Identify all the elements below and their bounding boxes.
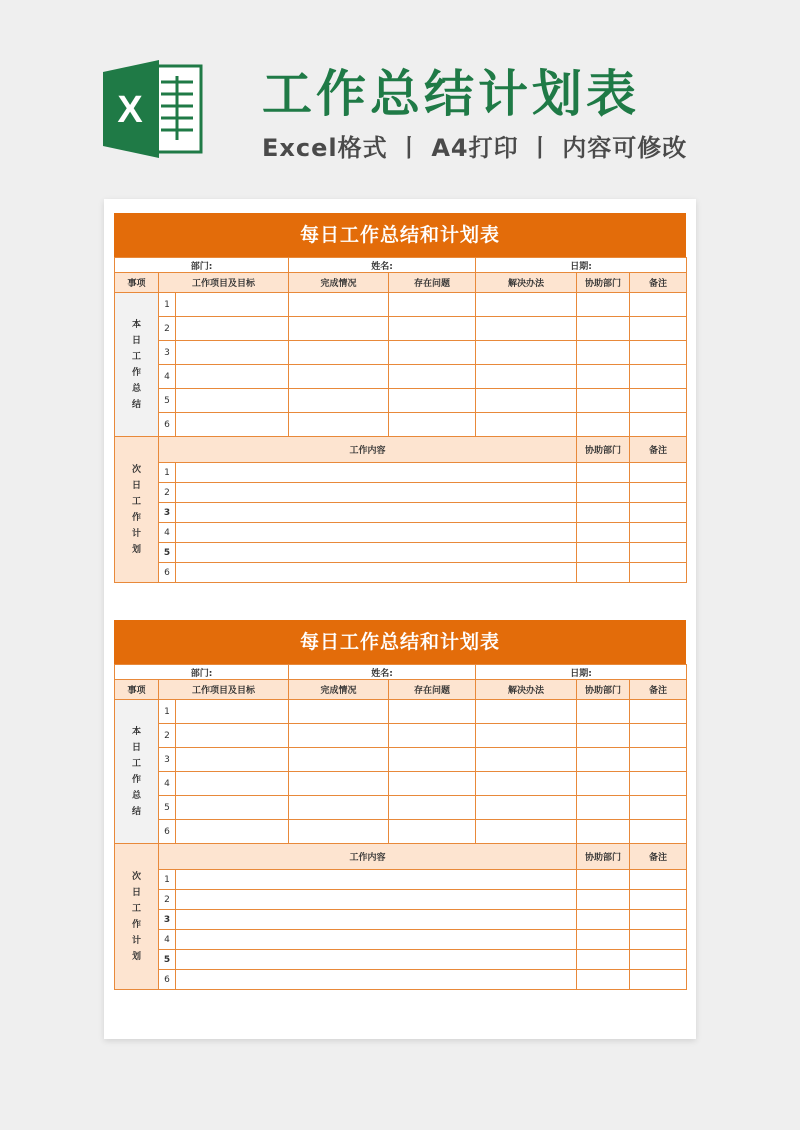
table-row <box>115 341 687 365</box>
cell-plan-assist[interactable] <box>577 970 630 990</box>
cell-status[interactable] <box>289 820 389 844</box>
col-plan-content: 工作内容 <box>159 437 577 463</box>
plan-row <box>115 483 687 503</box>
cell-remark[interactable] <box>630 341 687 365</box>
row-number: 3 <box>159 341 176 365</box>
col-assist: 协助部门 <box>577 273 630 293</box>
cell-plan-remark[interactable] <box>630 910 687 930</box>
form-title: 每日工作总结和计划表 <box>114 213 686 257</box>
row-number: 4 <box>159 930 176 950</box>
row-number: 6 <box>159 820 176 844</box>
form-table <box>114 257 687 583</box>
cell-project[interactable] <box>176 413 289 437</box>
table-row <box>115 748 687 772</box>
plan-row <box>115 463 687 483</box>
cell-status[interactable] <box>289 724 389 748</box>
logo-letter: X <box>117 89 143 131</box>
cell-assist[interactable] <box>577 389 630 413</box>
table-row <box>115 700 687 724</box>
cell-assist[interactable] <box>577 724 630 748</box>
paper-sheet <box>104 199 696 1039</box>
cell-plan-remark[interactable] <box>630 523 687 543</box>
col-assist: 协助部门 <box>577 680 630 700</box>
table-row <box>115 365 687 389</box>
row-number: 4 <box>159 772 176 796</box>
cell-plan-content[interactable] <box>176 463 577 483</box>
cell-plan-content[interactable] <box>176 910 577 930</box>
row-number: 2 <box>159 483 176 503</box>
cell-plan-content[interactable] <box>176 930 577 950</box>
plan-row <box>115 950 687 970</box>
col-solution: 解决办法 <box>476 273 577 293</box>
cell-plan-assist[interactable] <box>577 910 630 930</box>
cell-plan-assist[interactable] <box>577 870 630 890</box>
row-number: 1 <box>159 700 176 724</box>
plan-row <box>115 870 687 890</box>
page-title: 工作总结计划表 <box>262 65 640 123</box>
cell-project[interactable] <box>176 365 289 389</box>
plan-row <box>115 503 687 523</box>
cell-issues[interactable] <box>389 724 476 748</box>
cell-issues[interactable] <box>389 341 476 365</box>
cell-plan-remark[interactable] <box>630 950 687 970</box>
cell-solution[interactable] <box>476 820 577 844</box>
cell-assist[interactable] <box>577 700 630 724</box>
col-remark: 备注 <box>630 273 687 293</box>
row-number: 5 <box>159 389 176 413</box>
table-row <box>115 796 687 820</box>
name-field[interactable]: 姓名: <box>289 665 476 680</box>
cell-solution[interactable] <box>476 724 577 748</box>
cell-assist[interactable] <box>577 748 630 772</box>
row-number: 3 <box>159 503 176 523</box>
cell-remark[interactable] <box>630 820 687 844</box>
col-project: 工作项目及目标 <box>159 680 289 700</box>
row-number: 3 <box>159 910 176 930</box>
plan-row <box>115 910 687 930</box>
cell-assist[interactable] <box>577 365 630 389</box>
cell-assist[interactable] <box>577 317 630 341</box>
next-plan-label: 次日工作计划 <box>115 437 159 583</box>
col-item: 事项 <box>115 680 159 700</box>
cell-remark[interactable] <box>630 293 687 317</box>
cell-status[interactable] <box>289 389 389 413</box>
row-number: 5 <box>159 796 176 820</box>
plan-row <box>115 523 687 543</box>
form-title: 每日工作总结和计划表 <box>114 620 686 664</box>
cell-status[interactable] <box>289 772 389 796</box>
cell-status[interactable] <box>289 796 389 820</box>
daily-form-1 <box>114 213 686 583</box>
info-row <box>115 665 687 680</box>
row-number: 1 <box>159 870 176 890</box>
cell-issues[interactable] <box>389 389 476 413</box>
cell-solution[interactable] <box>476 772 577 796</box>
cell-plan-assist[interactable] <box>577 523 630 543</box>
table-row <box>115 317 687 341</box>
cell-project[interactable] <box>176 772 289 796</box>
row-number: 6 <box>159 413 176 437</box>
cell-remark[interactable] <box>630 772 687 796</box>
row-number: 2 <box>159 890 176 910</box>
cell-assist[interactable] <box>577 772 630 796</box>
cell-remark[interactable] <box>630 389 687 413</box>
cell-plan-assist[interactable] <box>577 930 630 950</box>
cell-project[interactable] <box>176 748 289 772</box>
cell-remark[interactable] <box>630 700 687 724</box>
cell-plan-assist[interactable] <box>577 463 630 483</box>
plan-header-row <box>115 437 687 463</box>
cell-plan-remark[interactable] <box>630 483 687 503</box>
cell-project[interactable] <box>176 341 289 365</box>
page-subtitle: Excel格式 丨 A4打印 丨 内容可修改 <box>262 134 688 162</box>
form-table <box>114 664 687 990</box>
dept-field[interactable]: 部门: <box>115 665 289 680</box>
row-number: 3 <box>159 748 176 772</box>
col-plan-assist: 协助部门 <box>577 437 630 463</box>
cell-project[interactable] <box>176 796 289 820</box>
cell-solution[interactable] <box>476 389 577 413</box>
row-number: 1 <box>159 463 176 483</box>
plan-row <box>115 890 687 910</box>
plan-row <box>115 563 687 583</box>
today-summary-label: 本日工作总结 <box>115 700 159 844</box>
cell-solution[interactable] <box>476 317 577 341</box>
cell-project[interactable] <box>176 293 289 317</box>
col-solution: 解决办法 <box>476 680 577 700</box>
cell-plan-assist[interactable] <box>577 950 630 970</box>
cell-project[interactable] <box>176 700 289 724</box>
table-row <box>115 389 687 413</box>
cell-solution[interactable] <box>476 293 577 317</box>
cell-project[interactable] <box>176 317 289 341</box>
cell-plan-content[interactable] <box>176 970 577 990</box>
row-number: 5 <box>159 543 176 563</box>
cell-plan-content[interactable] <box>176 543 577 563</box>
cell-issues[interactable] <box>389 293 476 317</box>
name-field[interactable]: 姓名: <box>289 258 476 273</box>
cell-assist[interactable] <box>577 293 630 317</box>
cell-issues[interactable] <box>389 772 476 796</box>
dept-field[interactable]: 部门: <box>115 258 289 273</box>
col-status: 完成情况 <box>289 273 389 293</box>
cell-issues[interactable] <box>389 796 476 820</box>
column-header-row <box>115 680 687 700</box>
cell-plan-remark[interactable] <box>630 970 687 990</box>
cell-plan-remark[interactable] <box>630 543 687 563</box>
cell-status[interactable] <box>289 413 389 437</box>
table-row <box>115 724 687 748</box>
today-summary-label: 本日工作总结 <box>115 293 159 437</box>
cell-plan-content[interactable] <box>176 870 577 890</box>
cell-remark[interactable] <box>630 796 687 820</box>
row-number: 2 <box>159 724 176 748</box>
row-number: 5 <box>159 950 176 970</box>
cell-remark[interactable] <box>630 724 687 748</box>
plan-row <box>115 970 687 990</box>
cell-plan-remark[interactable] <box>630 890 687 910</box>
cell-issues[interactable] <box>389 317 476 341</box>
cell-status[interactable] <box>289 317 389 341</box>
cell-issues[interactable] <box>389 413 476 437</box>
cell-remark[interactable] <box>630 748 687 772</box>
cell-plan-assist[interactable] <box>577 483 630 503</box>
cell-plan-content[interactable] <box>176 950 577 970</box>
cell-issues[interactable] <box>389 700 476 724</box>
cell-project[interactable] <box>176 820 289 844</box>
table-row <box>115 772 687 796</box>
cell-status[interactable] <box>289 748 389 772</box>
next-plan-label: 次日工作计划 <box>115 844 159 990</box>
cell-plan-assist[interactable] <box>577 503 630 523</box>
cell-solution[interactable] <box>476 413 577 437</box>
cell-plan-content[interactable] <box>176 483 577 503</box>
cell-status[interactable] <box>289 700 389 724</box>
table-row <box>115 820 687 844</box>
cell-issues[interactable] <box>389 820 476 844</box>
cell-project[interactable] <box>176 724 289 748</box>
cell-solution[interactable] <box>476 365 577 389</box>
cell-plan-remark[interactable] <box>630 463 687 483</box>
col-remark: 备注 <box>630 680 687 700</box>
daily-form-2 <box>114 620 686 990</box>
cell-plan-remark[interactable] <box>630 503 687 523</box>
cell-issues[interactable] <box>389 365 476 389</box>
col-plan-remark: 备注 <box>630 437 687 463</box>
col-issues: 存在问题 <box>389 273 476 293</box>
plan-row <box>115 543 687 563</box>
col-issues: 存在问题 <box>389 680 476 700</box>
cell-solution[interactable] <box>476 341 577 365</box>
cell-solution[interactable] <box>476 748 577 772</box>
column-header-row <box>115 273 687 293</box>
excel-logo-icon <box>103 60 203 158</box>
row-number: 6 <box>159 563 176 583</box>
cell-solution[interactable] <box>476 700 577 724</box>
cell-plan-remark[interactable] <box>630 563 687 583</box>
cell-assist[interactable] <box>577 796 630 820</box>
cell-assist[interactable] <box>577 341 630 365</box>
row-number: 4 <box>159 365 176 389</box>
col-project: 工作项目及目标 <box>159 273 289 293</box>
cell-assist[interactable] <box>577 820 630 844</box>
col-plan-assist: 协助部门 <box>577 844 630 870</box>
cell-plan-assist[interactable] <box>577 890 630 910</box>
plan-row <box>115 930 687 950</box>
cell-status[interactable] <box>289 341 389 365</box>
cell-status[interactable] <box>289 293 389 317</box>
col-status: 完成情况 <box>289 680 389 700</box>
row-number: 1 <box>159 293 176 317</box>
cell-remark[interactable] <box>630 413 687 437</box>
date-field[interactable]: 日期: <box>476 665 687 680</box>
cell-assist[interactable] <box>577 413 630 437</box>
row-number: 4 <box>159 523 176 543</box>
row-number: 6 <box>159 970 176 990</box>
row-number: 2 <box>159 317 176 341</box>
cell-project[interactable] <box>176 389 289 413</box>
plan-header-row <box>115 844 687 870</box>
cell-plan-content[interactable] <box>176 503 577 523</box>
cell-plan-content[interactable] <box>176 523 577 543</box>
col-plan-remark: 备注 <box>630 844 687 870</box>
info-row <box>115 258 687 273</box>
cell-status[interactable] <box>289 365 389 389</box>
table-row <box>115 413 687 437</box>
cell-issues[interactable] <box>389 748 476 772</box>
table-row <box>115 293 687 317</box>
cell-plan-content[interactable] <box>176 563 577 583</box>
cell-plan-remark[interactable] <box>630 870 687 890</box>
cell-remark[interactable] <box>630 317 687 341</box>
cell-plan-assist[interactable] <box>577 563 630 583</box>
cell-plan-remark[interactable] <box>630 930 687 950</box>
cell-plan-assist[interactable] <box>577 543 630 563</box>
col-plan-content: 工作内容 <box>159 844 577 870</box>
cell-remark[interactable] <box>630 365 687 389</box>
date-field[interactable]: 日期: <box>476 258 687 273</box>
cell-plan-content[interactable] <box>176 890 577 910</box>
col-item: 事项 <box>115 273 159 293</box>
cell-solution[interactable] <box>476 796 577 820</box>
